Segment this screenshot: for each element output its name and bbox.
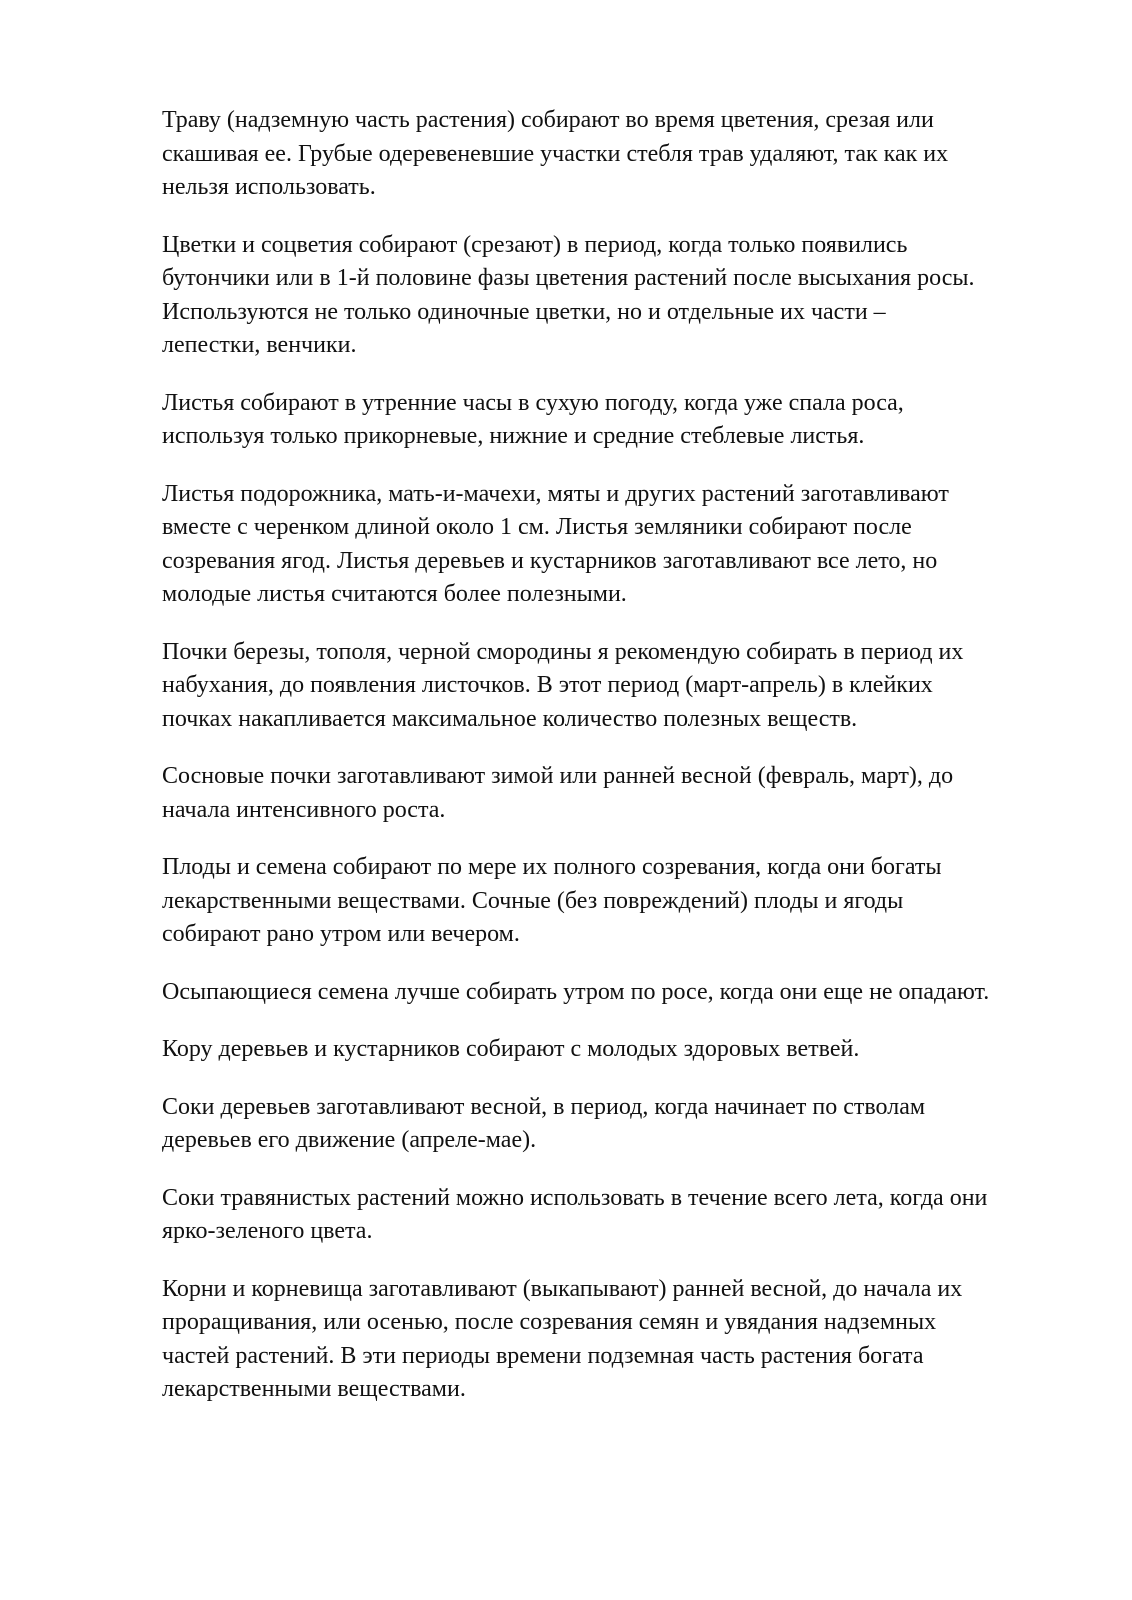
paragraph-line: Осыпающиеся семена лучше собирать утром по росе, когда они еще не опадают.	[162, 978, 990, 1005]
paragraph-line: вместе с черенком длиной около 1 см. Листья земляники собирают после	[162, 514, 912, 540]
paragraph-line: Листья собирают в утренние часы в сухую погоду, когда уже спала роса,	[162, 389, 904, 416]
paragraph-line: проращивания, или осенью, после созревания семян и увядания надземных	[162, 1309, 937, 1335]
paragraph-line: набухания, до появления листочков. В этот период (март-апрель) в клейких	[162, 672, 933, 698]
paragraph-line: Соки травянистых растений можно использовать в течение всего лета, когда они	[162, 1184, 988, 1211]
paragraph-line: собирают рано утром или вечером.	[162, 921, 520, 947]
paragraph-line: Соки деревьев заготавливают весной, в период, когда начинает по стволам	[162, 1093, 926, 1120]
paragraph-line: почках накапливается максимальное количество полезных веществ.	[162, 705, 858, 732]
paragraph-line: Сосновые почки заготавливают зимой или ранней весной (февраль, март), до	[162, 763, 954, 789]
paragraph-line: нельзя использовать.	[162, 174, 376, 200]
paragraph-herb-juice	[162, 1182, 1062, 1249]
paragraph-line: Используются не только одиночные цветки, но и отдельные их части –	[162, 298, 886, 325]
paragraph-pine-buds	[162, 760, 1062, 827]
document-body	[162, 104, 1062, 1431]
paragraph-line: Кору деревьев и кустарников собирают с молодых здоровых ветвей.	[162, 1036, 860, 1062]
paragraph-line: Почки березы, тополя, черной смородины я рекомендую собирать в период их	[162, 638, 964, 665]
paragraph-bark	[162, 1033, 1062, 1067]
paragraph-line: лепестки, венчики.	[162, 332, 357, 358]
paragraph-line: созревания ягод. Листья деревьев и кустарников заготавливают все лето, но	[162, 547, 938, 574]
paragraph-line: лекарственными веществами. Сочные (без повреждений) плоды и ягоды	[162, 887, 904, 914]
paragraph-line: Траву (надземную часть растения) собирают во время цветения, срезая или	[162, 107, 934, 133]
paragraph-line: Корни и корневища заготавливают (выкапывают) ранней весной, до начала их	[162, 1275, 963, 1302]
paragraph-leaf-collection	[162, 387, 1062, 454]
paragraph-tree-sap	[162, 1091, 1062, 1158]
paragraph-line: ярко-зеленого цвета.	[162, 1218, 373, 1244]
paragraph-line: лекарственными веществами.	[162, 1376, 466, 1402]
paragraph-line: деревьев его движение (апреле-мае).	[162, 1127, 537, 1153]
paragraph-line: бутончики или в 1-й половине фазы цветения растений после высыхания росы.	[162, 265, 975, 291]
paragraph-fruits-seeds	[162, 851, 1062, 952]
paragraph-roots	[162, 1273, 1062, 1407]
paragraph-line: частей растений. В эти периоды времени подземная часть растения богата	[162, 1342, 924, 1369]
paragraph-line: Плоды и семена собирают по мере их полного созревания, когда они богаты	[162, 854, 942, 880]
paragraph-line: начала интенсивного роста.	[162, 796, 446, 823]
paragraph-falling-seeds	[162, 976, 1062, 1010]
paragraph-line: скашивая ее. Грубые одеревеневшие участки стебля трав удаляют, так как их	[162, 140, 949, 167]
paragraph-plant-leaves	[162, 478, 1062, 612]
paragraph-line: используя только прикорневые, нижние и средние стеблевые листья.	[162, 423, 865, 449]
paragraph-line: молодые листья считаются более полезными.	[162, 581, 627, 607]
paragraph-line: Цветки и соцветия собирают (срезают) в период, когда только появились	[162, 231, 908, 258]
paragraph-line: Листья подорожника, мать-и-мачехи, мяты и других растений заготавливают	[162, 480, 949, 507]
paragraph-buds	[162, 636, 1062, 737]
paragraph-herb-collection	[162, 104, 1062, 205]
paragraph-flower-collection	[162, 229, 1062, 363]
